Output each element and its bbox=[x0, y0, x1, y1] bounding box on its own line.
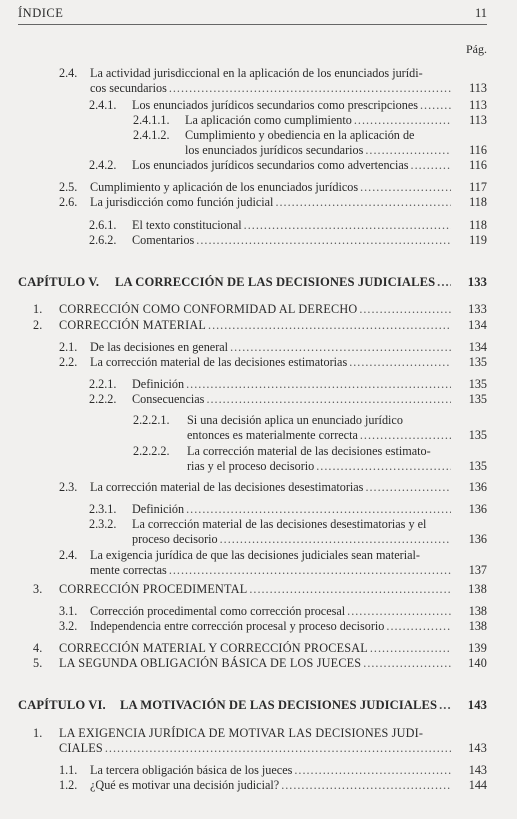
dot-leader bbox=[365, 143, 451, 158]
running-header-title: ÍNDICE bbox=[18, 6, 64, 20]
dot-leader bbox=[363, 656, 451, 671]
toc-entry-title: CORRECCIÓN MATERIAL bbox=[59, 318, 207, 332]
toc-entry-title: De las decisiones en general bbox=[90, 340, 229, 354]
toc-entry-page: 144 bbox=[468, 778, 487, 792]
dot-leader bbox=[365, 480, 451, 495]
toc-entry-page: 119 bbox=[469, 233, 487, 247]
toc-entry-page: 135 bbox=[468, 459, 487, 473]
dot-leader bbox=[316, 459, 451, 474]
toc-entry-title: Independencia entre corrección procesal y proceso decisorio bbox=[90, 619, 385, 633]
toc-entry-number: 5. bbox=[33, 656, 43, 670]
toc-entry-title: La corrección material de las decisiones desestimatorias bbox=[90, 480, 364, 494]
toc-entry-number: 1. bbox=[33, 726, 43, 740]
toc-entry-number: 2.2.1. bbox=[89, 377, 117, 391]
toc-entry-title: Los enunciados jurídicos secundarios como advertencias bbox=[132, 158, 409, 172]
toc-entry-page: 138 bbox=[468, 619, 487, 633]
toc-entry-number: 3. bbox=[33, 582, 43, 596]
toc-entry-page: 133 bbox=[468, 302, 487, 316]
toc-entry-title: La corrección material de las decisiones estimato- bbox=[187, 444, 431, 458]
dot-leader bbox=[411, 158, 451, 173]
toc-entry-number: 4. bbox=[33, 641, 43, 655]
toc-entry-number: CAPÍTULO VI. bbox=[18, 698, 106, 712]
toc-entry-title: Si una decisión aplica un enunciado jurídico bbox=[187, 413, 403, 427]
dot-leader bbox=[349, 355, 451, 370]
toc-entry-title: cos secundarios bbox=[90, 81, 167, 95]
toc-entry-page: 118 bbox=[469, 195, 487, 209]
toc-entry-title: Consecuencias bbox=[132, 392, 205, 406]
dot-leader bbox=[208, 318, 451, 333]
toc-entry-title: El texto constitucional bbox=[132, 218, 242, 232]
toc-entry-title: entonces es materialmente correcta bbox=[187, 428, 358, 442]
toc-entry-number: 3.2. bbox=[59, 619, 78, 633]
toc-entry-title: CIALES bbox=[59, 741, 103, 755]
toc-entry-number: 2.6.1. bbox=[89, 218, 117, 232]
toc-entry-page: 116 bbox=[469, 143, 487, 157]
toc-entry-number: 2.1. bbox=[59, 340, 78, 354]
toc-entry-title: CORRECCIÓN PROCEDIMENTAL bbox=[59, 582, 248, 596]
toc-entry-page: 135 bbox=[468, 377, 487, 391]
dot-leader bbox=[294, 763, 451, 778]
toc-entry-page: 113 bbox=[469, 98, 487, 112]
toc-entry-number: 1.2. bbox=[59, 778, 78, 792]
toc-entry-number: 2.4.1. bbox=[89, 98, 117, 112]
toc-entry-page: 143 bbox=[467, 698, 487, 712]
dot-leader bbox=[186, 502, 451, 517]
toc-entry-page: 136 bbox=[468, 532, 487, 546]
toc-entry-title: Corrección procedimental como corrección procesal bbox=[90, 604, 346, 618]
toc-entry-title: CORRECCIÓN COMO CONFORMIDAD AL DERECHO bbox=[59, 302, 358, 316]
toc-entry-page: 135 bbox=[468, 392, 487, 406]
toc-entry-number: 2.3. bbox=[59, 480, 78, 494]
toc-entry-page: 136 bbox=[468, 480, 487, 494]
toc-entry-number: 2.2.2.1. bbox=[133, 413, 170, 427]
dot-leader bbox=[354, 113, 451, 128]
toc-entry-title: Cumplimiento y aplicación de los enunciados jurídicos bbox=[90, 180, 359, 194]
toc-entry-number: 2.6.2. bbox=[89, 233, 117, 247]
toc-entry-page: 138 bbox=[468, 582, 487, 596]
toc-entry-page: 133 bbox=[467, 275, 487, 289]
running-header-page-number: 11 bbox=[474, 6, 487, 20]
toc-entry-number: 2.4. bbox=[59, 66, 78, 80]
dot-leader bbox=[186, 377, 451, 392]
toc-entry-page: 143 bbox=[468, 763, 487, 777]
toc-entry-title: Definición bbox=[132, 377, 185, 391]
dot-leader bbox=[220, 532, 451, 547]
toc-entry-number: 2.4. bbox=[59, 548, 78, 562]
toc-entry-title: LA EXIGENCIA JURÍDICA DE MOTIVAR LAS DECISIONES JUDI- bbox=[59, 726, 424, 740]
toc-entry-title: proceso decisorio bbox=[132, 532, 218, 546]
toc-entry-title: los enunciados jurídicos secundarios bbox=[185, 143, 364, 157]
toc-entry-page: 118 bbox=[469, 218, 487, 232]
dot-leader bbox=[360, 180, 451, 195]
toc-entry-title: La aplicación como cumplimiento bbox=[185, 113, 352, 127]
dot-leader bbox=[169, 563, 451, 578]
dot-leader bbox=[196, 233, 451, 248]
toc-entry-title: LA MOTIVACIÓN DE LAS DECISIONES JUDICIALES bbox=[120, 698, 438, 712]
toc-entry-title: Los enunciados jurídicos secundarios como prescripciones bbox=[132, 98, 418, 112]
toc-entry-number: 2.3.1. bbox=[89, 502, 117, 516]
toc-entry-number: 2.4.1.1. bbox=[133, 113, 170, 127]
toc-entry-page: 143 bbox=[468, 741, 487, 755]
toc-entry-title: La tercera obligación básica de los jueces bbox=[90, 763, 293, 777]
dot-leader bbox=[275, 195, 451, 210]
dot-leader bbox=[244, 218, 451, 233]
toc-entry-number: CAPÍTULO V. bbox=[18, 275, 100, 289]
toc-entry-number: 2.6. bbox=[59, 195, 78, 209]
toc-entry-page: 134 bbox=[468, 340, 487, 354]
dot-leader bbox=[439, 698, 451, 713]
toc-entry-number: 1. bbox=[33, 302, 43, 316]
toc-entry-title: LA SEGUNDA OBLIGACIÓN BÁSICA DE LOS JUECES bbox=[59, 656, 362, 670]
dot-leader bbox=[249, 582, 451, 597]
toc-entry-title: CORRECCIÓN MATERIAL Y CORRECCIÓN PROCESAL bbox=[59, 641, 368, 655]
toc-entry-number: 2.4.2. bbox=[89, 158, 117, 172]
toc-entry-number: 2.5. bbox=[59, 180, 78, 194]
toc-entry-title: La corrección material de las decisiones estimatorias bbox=[90, 355, 348, 369]
toc-entry-title: La exigencia jurídica de que las decisiones judiciales sean material- bbox=[90, 548, 420, 562]
dot-leader bbox=[169, 81, 451, 96]
toc-entry-number: 2.2. bbox=[59, 355, 78, 369]
dot-leader bbox=[359, 302, 451, 317]
toc-entry-page: 117 bbox=[469, 180, 487, 194]
dot-leader bbox=[105, 741, 451, 756]
toc-entry-page: 113 bbox=[469, 81, 487, 95]
dot-leader bbox=[386, 619, 451, 634]
toc-entry-title: Cumplimiento y obediencia en la aplicación de bbox=[185, 128, 415, 142]
toc-entry-title: La actividad jurisdiccional en la aplicación de los enunciados jurídi- bbox=[90, 66, 423, 80]
toc-entry-title: La corrección material de las decisiones desestimatorias y el bbox=[132, 517, 427, 531]
toc-entry-page: 113 bbox=[469, 113, 487, 127]
dot-leader bbox=[281, 778, 451, 793]
page-column-label: Pág. bbox=[466, 42, 487, 56]
toc-entry-page: 136 bbox=[468, 502, 487, 516]
toc-entry-title: rias y el proceso decisorio bbox=[187, 459, 315, 473]
toc-entry-page: 134 bbox=[468, 318, 487, 332]
toc-entry-number: 2.3.2. bbox=[89, 517, 117, 531]
toc-entry-number: 3.1. bbox=[59, 604, 78, 618]
toc-entry-number: 2.2.2. bbox=[89, 392, 117, 406]
toc-entry-page: 139 bbox=[468, 641, 487, 655]
toc-entry-number: 1.1. bbox=[59, 763, 78, 777]
dot-leader bbox=[370, 641, 451, 656]
toc-entry-title: Definición bbox=[132, 502, 185, 516]
toc-entry-title: Comentarios bbox=[132, 233, 195, 247]
toc-entry-page: 138 bbox=[468, 604, 487, 618]
dot-leader bbox=[347, 604, 451, 619]
toc-entry-page: 137 bbox=[468, 563, 487, 577]
toc-entry-page: 135 bbox=[468, 428, 487, 442]
toc-entry-page: 116 bbox=[469, 158, 487, 172]
toc-entry-title: ¿Qué es motivar una decisión judicial? bbox=[90, 778, 280, 792]
toc-entry-page: 135 bbox=[468, 355, 487, 369]
dot-leader bbox=[206, 392, 451, 407]
toc-entry-title: La jurisdicción como función judicial bbox=[90, 195, 274, 209]
dot-leader bbox=[420, 98, 451, 113]
toc-entry-number: 2.4.1.2. bbox=[133, 128, 170, 142]
dot-leader bbox=[437, 275, 451, 290]
toc-entry-page: 140 bbox=[468, 656, 487, 670]
toc-entry-number: 2.2.2.2. bbox=[133, 444, 170, 458]
toc-entry-number: 2. bbox=[33, 318, 43, 332]
dot-leader bbox=[230, 340, 451, 355]
toc-entry-title: mente correctas bbox=[90, 563, 167, 577]
dot-leader bbox=[360, 428, 451, 443]
toc-entry-title: LA CORRECCIÓN DE LAS DECISIONES JUDICIALES bbox=[115, 275, 436, 289]
